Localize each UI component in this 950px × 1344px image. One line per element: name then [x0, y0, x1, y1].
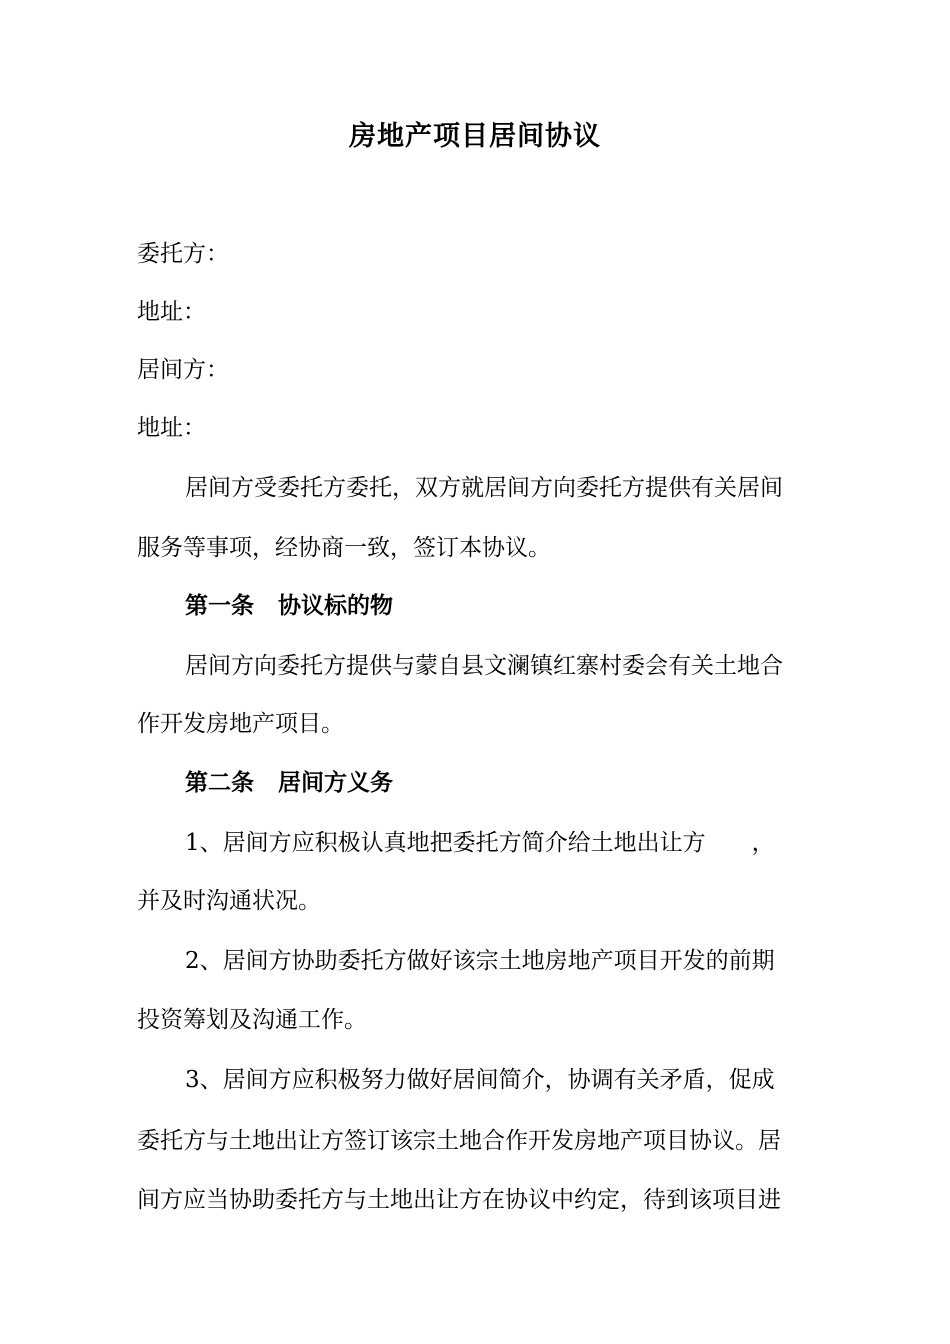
article2-number: 第二条	[185, 769, 254, 796]
article2-item1-line: 并及时沟通状况。	[137, 888, 321, 914]
article2-item3-line: 间方应当协助委托方与土地出让方在协议中约定，待到该项目进	[137, 1187, 781, 1213]
article2-item1-line: 1、居间方应积极认真地把委托方简介给土地出让方 ，	[185, 830, 775, 856]
client-label: 委托方：	[137, 241, 229, 267]
intermediary-label: 居间方：	[137, 357, 229, 383]
client-address-label: 地址：	[137, 299, 206, 325]
article1-line: 居间方向委托方提供与蒙自县文澜镇红寨村委会有关土地合	[185, 653, 783, 679]
article2-title: 居间方义务	[278, 769, 393, 796]
article1-number: 第一条	[185, 592, 254, 619]
intermediary-address-label: 地址：	[137, 415, 206, 441]
article2-item2-line: 投资筹划及沟通工作。	[137, 1007, 367, 1033]
article1-heading	[185, 589, 865, 623]
article1-title: 协议标的物	[278, 592, 393, 619]
article2-heading	[185, 766, 865, 800]
preamble-line: 服务等事项，经协商一致，签订本协议。	[137, 535, 551, 561]
article2-item2-line: 2、居间方协助委托方做好该宗土地房地产项目开发的前期	[185, 948, 775, 974]
article1-line: 作开发房地产项目。	[137, 711, 344, 737]
article2-item3-line: 委托方与土地出让方签订该宗土地合作开发房地产项目协议。居	[137, 1128, 781, 1154]
article2-item3-line: 3、居间方应积极努力做好居间简介，协调有关矛盾，促成	[185, 1067, 775, 1093]
document-title: 房地产项目居间协议	[349, 121, 601, 152]
preamble-line: 居间方受委托方委托，双方就居间方向委托方提供有关居间	[185, 475, 783, 501]
